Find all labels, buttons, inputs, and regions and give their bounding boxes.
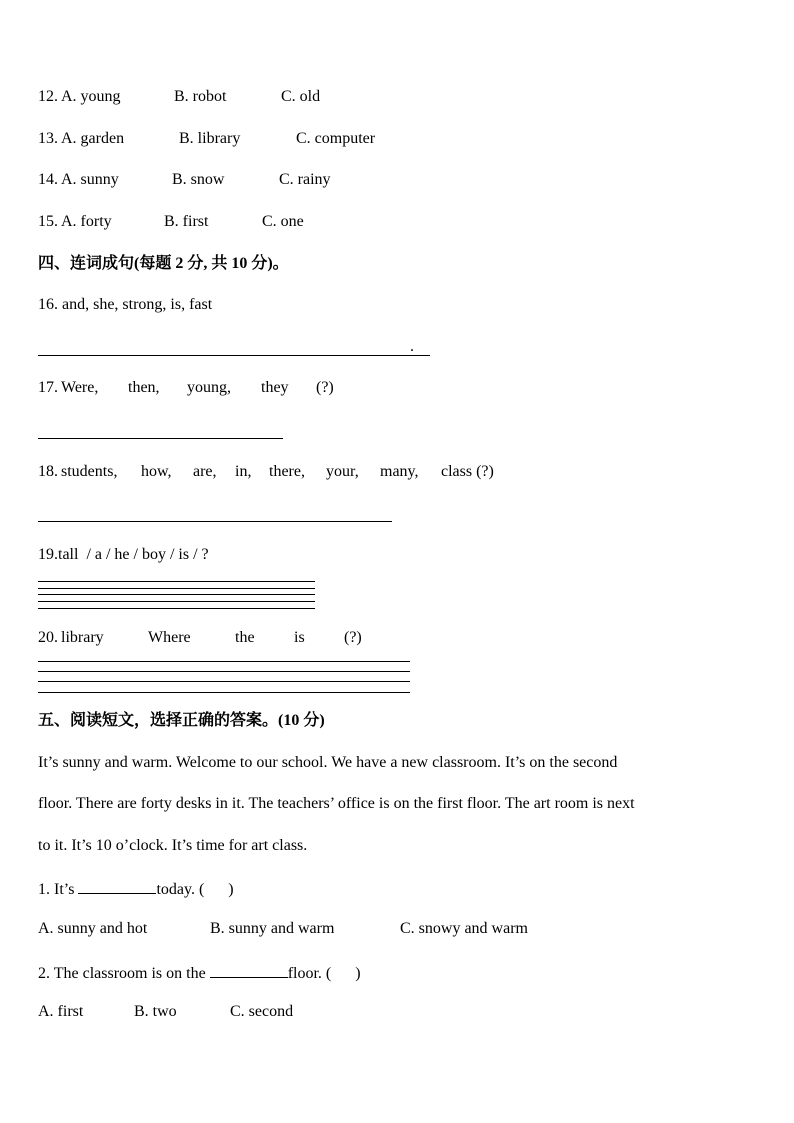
word: how,: [141, 463, 172, 480]
option-b: B. snow: [172, 171, 225, 188]
word: students,: [61, 463, 118, 480]
option-a: A. sunny and hot: [38, 920, 148, 937]
writing-line: [38, 681, 410, 682]
word: your,: [326, 463, 359, 480]
word: they: [261, 379, 289, 396]
option-a: A. forty: [61, 213, 112, 230]
option-b: B. library: [179, 130, 241, 147]
reading-question-1: [38, 877, 234, 900]
question-number: 16.: [38, 296, 58, 313]
option-b: B. first: [164, 213, 209, 230]
answer-line-17[interactable]: [38, 438, 283, 439]
option-c: C. second: [230, 1003, 294, 1020]
option-a: A. garden: [61, 130, 125, 147]
question-number: 17.: [38, 379, 58, 396]
end-mark-16: .: [410, 338, 414, 355]
question-19: [38, 545, 209, 565]
passage-line: to it. It’s 10 o’clock. It’s time for art class.: [38, 837, 308, 854]
answer-line-18[interactable]: [38, 521, 392, 522]
word: class (?): [441, 463, 494, 480]
writing-line: [38, 661, 410, 662]
option-c: C. old: [281, 88, 321, 105]
item-number: 13.: [38, 130, 58, 147]
question-stem: 2. The classroom is on the: [38, 965, 206, 982]
passage-line: It’s sunny and warm. Welcome to our school. We have a new classroom. It’s on the second: [38, 754, 618, 771]
word: in,: [235, 463, 252, 480]
section5-title: 五、阅读短文，选择正确的答案。(10 分): [38, 712, 325, 729]
word: is: [294, 629, 305, 646]
writing-line: [38, 608, 315, 609]
reading-question-2: [38, 961, 361, 984]
writing-line: [38, 692, 410, 693]
question-number: 19.: [38, 546, 58, 563]
writing-line: [38, 671, 410, 672]
option-a: A. young: [61, 88, 121, 105]
passage-line: floor. There are forty desks in it. The teachers’ office is on the first floor. The art room is next: [38, 795, 635, 812]
word: Where: [148, 629, 191, 646]
option-b: B. robot: [174, 88, 227, 105]
option-c: C. computer: [296, 130, 376, 147]
option-c: C. rainy: [279, 171, 331, 188]
word: library: [61, 629, 104, 646]
section4-title: 四、连词成句(每题 2 分, 共 10 分)。: [38, 255, 289, 272]
option-c: C. one: [262, 213, 304, 230]
writing-line: [38, 588, 315, 589]
option-b: B. two: [134, 1003, 177, 1020]
question-stem-end: today. ( ): [156, 881, 234, 898]
item-number: 14.: [38, 171, 58, 188]
option-b: B. sunny and warm: [210, 920, 335, 937]
word: the: [235, 629, 255, 646]
question-words: and, she, strong, is, fast: [62, 296, 213, 313]
word: (?): [344, 629, 362, 646]
answer-line-16[interactable]: [38, 355, 430, 356]
word: young,: [187, 379, 231, 396]
word: then,: [128, 379, 160, 396]
option-a: A. sunny: [61, 171, 119, 188]
writing-line: [38, 601, 315, 602]
item-number: 15.: [38, 213, 58, 230]
answer-blank[interactable]: [78, 877, 156, 894]
question-stem: 1. It’s: [38, 881, 75, 898]
question-number: 20.: [38, 629, 58, 646]
option-c: C. snowy and warm: [400, 920, 528, 937]
item-number: 12.: [38, 88, 58, 105]
writing-line: [38, 594, 315, 595]
question-words: tall / a / he / boy / is / ?: [58, 546, 209, 563]
word: there,: [269, 463, 305, 480]
question-16: [38, 295, 212, 315]
word: are,: [193, 463, 217, 480]
word: many,: [380, 463, 419, 480]
option-a: A. first: [38, 1003, 84, 1020]
word: (?): [316, 379, 334, 396]
question-stem-end: floor. ( ): [287, 965, 361, 982]
writing-line: [38, 581, 315, 582]
answer-blank[interactable]: [210, 961, 288, 978]
question-number: 18.: [38, 463, 58, 480]
word: Were,: [61, 379, 99, 396]
